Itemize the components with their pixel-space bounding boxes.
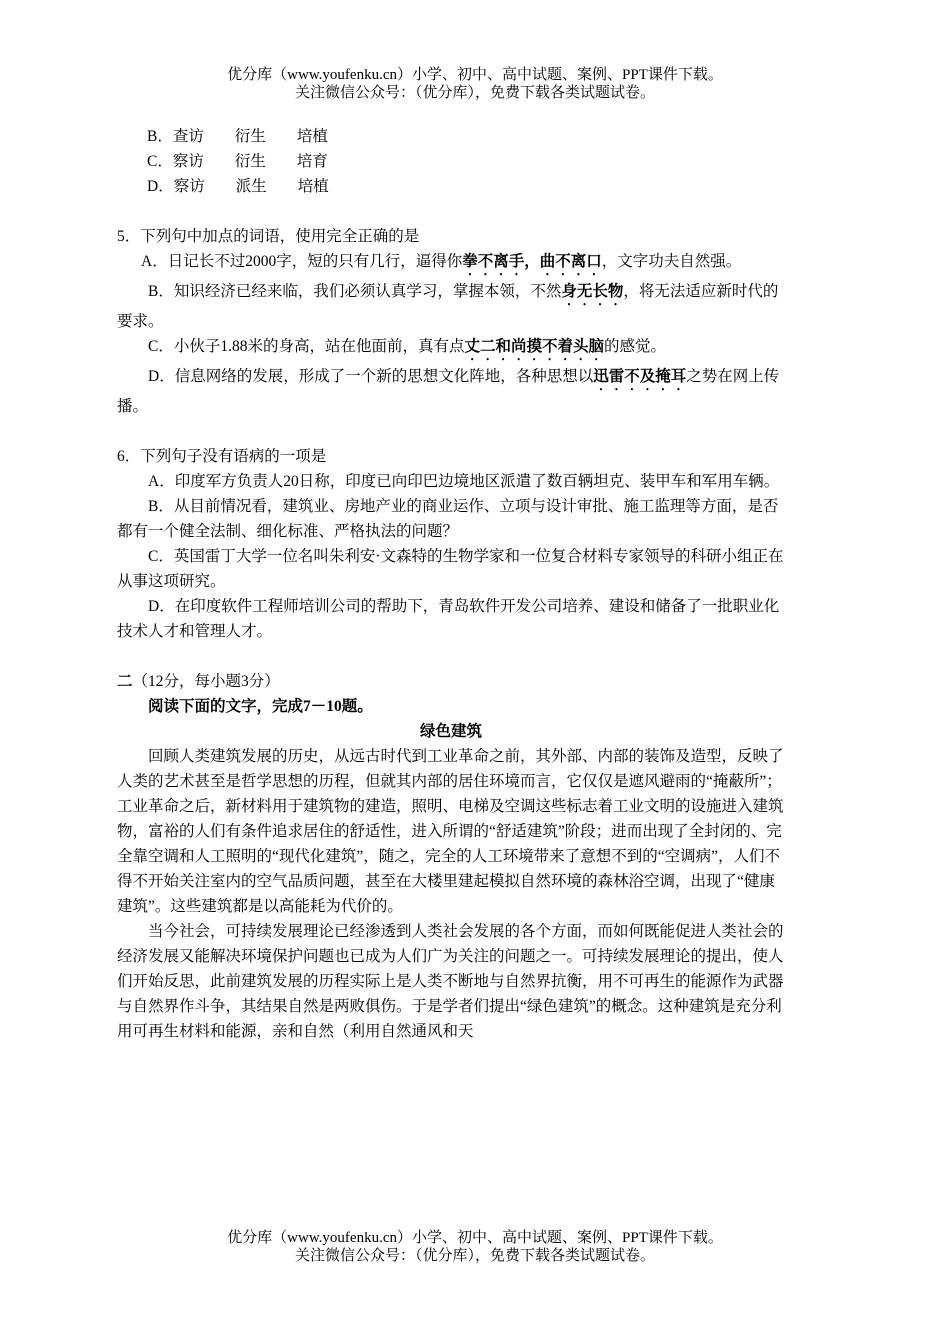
header-line-1: 优分库（www.youfenku.cn）小学、初中、高中试题、案例、PPT课件下载。	[227, 67, 723, 83]
footer-line-2: 关注微信公众号：（优分库），免费下载各类试题试卷。	[294, 1248, 655, 1264]
dotted-phrase: 身无长物	[561, 283, 624, 300]
dotted-phrase: 迅雷不及掩耳	[593, 368, 687, 385]
q6-option-b: B．从目前情况看，建筑业、房地产业的商业运作、立项与设计审批、施工监理等方面，是否都有一个健全法制、细化标准、严格执法的问题？	[117, 498, 779, 540]
reading-instruction: 阅读下面的文字，完成7－10题。	[148, 698, 373, 715]
q4-choice-b: B．查访 衍生 培植	[147, 128, 328, 145]
page-footer	[0, 1229, 950, 1265]
article-paragraph-2: 当今社会，可持续发展理论已经渗透到人类社会发展的各个方面，而如何既能促进人类社会的经济发展又能解决环境保护问题也已成为人们广为关注的问题之一。可持续发展理论的提出，使人们开始反思，此前建筑发展的历程实际上是人类不断地与自然界抗衡，用不可再生的能源作为武器与自然界作斗争，其结果自然是两败俱伤。于是学者们提出“绿色建筑”的概念。这种建筑是充分利用可再生材料和能源，亲和自然（利用自然通风和天	[117, 923, 784, 1040]
document-body	[117, 124, 785, 1044]
q4-choice-c: C．察访 衍生 培育	[147, 153, 328, 170]
q6-option-a: A．印度军方负责人20日称，印度已向印巴边境地区派遣了数百辆坦克、装甲车和军用车辆。	[148, 473, 780, 490]
q6-option-d: D．在印度软件工程师培训公司的帮助下，青岛软件开发公司培养、建设和储备了一批职业化技术人才和管理人才。	[117, 598, 780, 640]
page-header	[0, 66, 950, 102]
header-line-2: 关注微信公众号：（优分库），免费下载各类试题试卷。	[294, 85, 655, 101]
q5-option-a: A．日记长不过2000字，短的只有几行，逼得你拳不离手，曲不离口，文字功夫自然强。	[141, 253, 742, 270]
dotted-phrase: 丈二和尚摸不着头脑	[464, 338, 604, 355]
q6-option-c: C．英国雷丁大学一位名叫朱利安·文森特的生物学家和一位复合材料专家领导的科研小组正在从事这项研究。	[117, 548, 784, 590]
q5-stem: 5．下列句中加点的词语，使用完全正确的是	[117, 228, 420, 245]
article-paragraph-1: 回顾人类建筑发展的历史，从远古时代到工业革命之前，其外部、内部的装饰及造型，反映了人类的艺术甚至是哲学思想的历程，但就其内部的居住环境而言，它仅仅是遮风避雨的“掩蔽所”；工业革命之后，新材料用于建筑物的建造，照明、电梯及空调这些标志着工业文明的设施进入建筑物，富裕的人们有条件追求居住的舒适性，进入所谓的“舒适建筑”阶段；进而出现了全封闭的、完全靠空调和人工照明的“现代化建筑”，随之，完全的人工环境带来了意想不到的“空调病”，人们不得不开始关注室内的空气品质问题，甚至在大楼里建起模拟自然环境的森林浴空调，出现了“健康建筑”。这些建筑都是以高能耗为代价的。	[117, 748, 784, 915]
q6-stem: 6．下列句子没有语病的一项是	[117, 448, 327, 465]
section-2-heading: 二（12分，每小题3分）	[117, 673, 280, 690]
article-title: 绿色建筑	[419, 723, 482, 740]
q5-option-d: D．信息网络的发展，形成了一个新的思想文化阵地，各种思想以迅雷不及掩耳之势在网上传播。	[117, 368, 780, 415]
dotted-phrase: 拳不离手，曲不离口	[462, 253, 602, 270]
q5-option-b: B．知识经济已经来临，我们必须认真学习，掌握本领，不然身无长物，将无法适应新时代的要求。	[117, 283, 779, 330]
q5-option-c: C．小伙子1.88米的身高，站在他面前，真有点丈二和尚摸不着头脑的感觉。	[148, 338, 666, 355]
footer-line-1: 优分库（www.youfenku.cn）小学、初中、高中试题、案例、PPT课件下载。	[227, 1230, 723, 1246]
q4-choice-d: D．察访 派生 培植	[147, 178, 329, 195]
